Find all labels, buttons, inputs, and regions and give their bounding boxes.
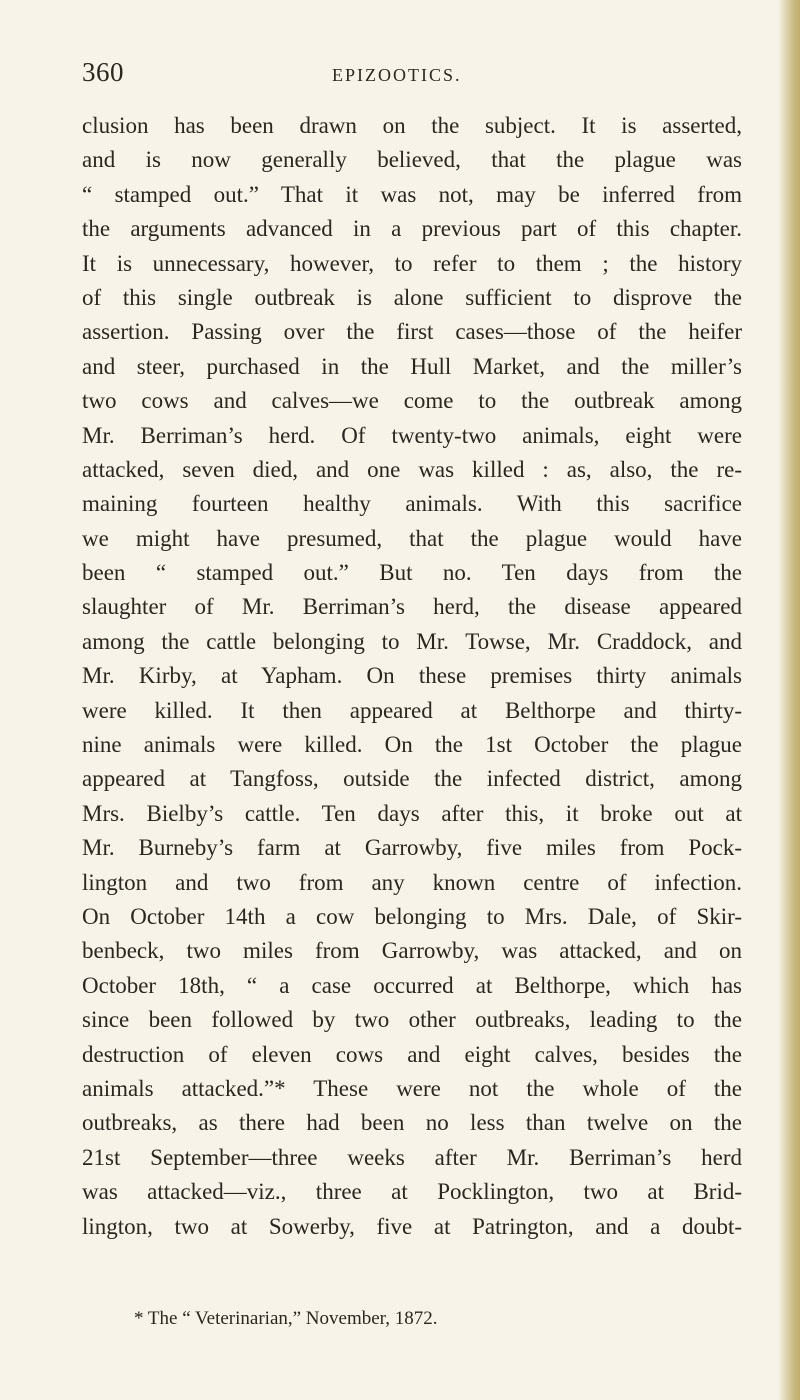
body-text [82, 109, 742, 1244]
text-line: Mr. Berriman’s herd. Of twenty-two animals, eight were [82, 422, 742, 448]
text-line: clusion has been drawn on the subject. It is asserted, [82, 113, 742, 138]
text-line: lington, two at Sowerby, five at Patrington, and a doubt- [82, 1213, 742, 1239]
text-line: attacked, seven died, and one was killed : as, also, the re- [82, 456, 742, 482]
running-title: EPIZOOTICS. [332, 65, 462, 85]
text-line: October 18th, “ a case occurred at Belthorpe, which has [82, 972, 742, 998]
text-line: and is now generally believed, that the plague was [82, 147, 742, 173]
text-line: and steer, purchased in the Hull Market, and the miller’s [82, 353, 742, 379]
text-line: animals attacked.”* These were not the whole of the [82, 1075, 742, 1101]
text-line: benbeck, two miles from Garrowby, was attacked, and on [82, 938, 742, 964]
text-line: two cows and calves—we come to the outbreak among [82, 388, 742, 414]
text-line: 21st September—three weeks after Mr. Berriman’s herd [82, 1144, 742, 1170]
text-line: Mrs. Bielby’s cattle. Ten days after this, it broke out at [82, 800, 742, 826]
text-line: It is unnecessary, however, to refer to them ; the history [82, 250, 742, 276]
text-line: slaughter of Mr. Berriman’s herd, the disease appeared [82, 594, 742, 620]
footnote: * The “ Veterinarian,” November, 1872. [134, 1308, 438, 1329]
text-line: Mr. Kirby, at Yapham. On these premises thirty animals [82, 663, 742, 689]
text-line: maining fourteen healthy animals. With this sacrifice [82, 491, 742, 517]
page-edge-shadow [778, 0, 800, 1400]
text-line: Mr. Burneby’s farm at Garrowby, five miles from Pock- [82, 835, 742, 861]
page-header [82, 56, 742, 96]
text-line: were killed. It then appeared at Belthorpe and thirty- [82, 697, 742, 723]
text-line: lington and two from any known centre of infection. [82, 869, 742, 895]
text-line: On October 14th a cow belonging to Mrs. Dale, of Skir- [82, 903, 742, 929]
text-line: the arguments advanced in a previous part of this chapter. [82, 216, 742, 242]
page-number: 360 [82, 57, 124, 87]
text-line: nine animals were killed. On the 1st October the plague [82, 732, 742, 758]
text-line: been “ stamped out.” But no. Ten days from the [82, 560, 742, 586]
text-line: destruction of eleven cows and eight calves, besides the [82, 1041, 742, 1067]
text-line: since been followed by two other outbreaks, leading to the [82, 1007, 742, 1033]
text-line: we might have presumed, that the plague would have [82, 525, 742, 551]
text-line: among the cattle belonging to Mr. Towse, Mr. Craddock, and [82, 628, 742, 654]
text-line: “ stamped out.” That it was not, may be inferred from [82, 181, 742, 207]
text-line: appeared at Tangfoss, outside the infected district, among [82, 766, 742, 792]
text-line: of this single outbreak is alone sufficient to disprove the [82, 284, 742, 310]
text-line: outbreaks, as there had been no less than twelve on the [82, 1110, 742, 1136]
text-line: assertion. Passing over the first cases—those of the heifer [82, 319, 742, 345]
text-line: was attacked—viz., three at Pocklington, two at Brid- [82, 1179, 742, 1205]
